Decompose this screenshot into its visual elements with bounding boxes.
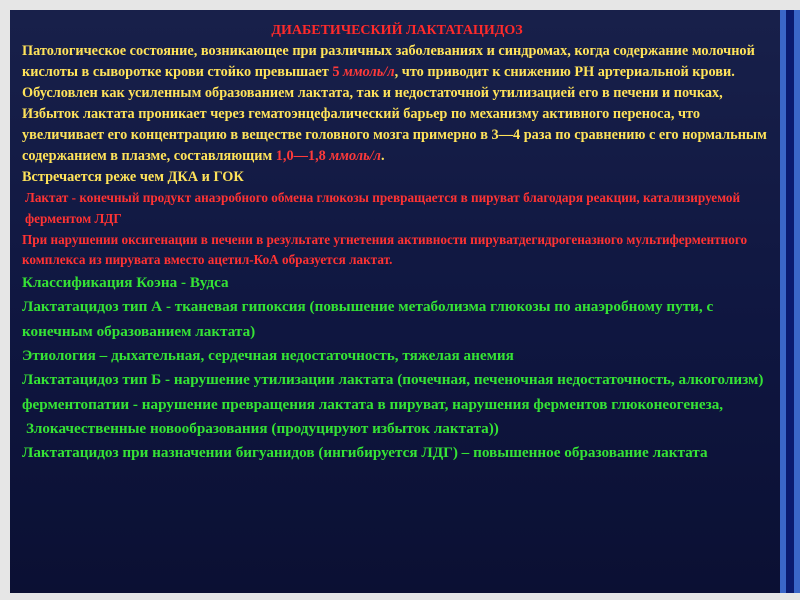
frequency-note: Встречается реже чем ДКА и ГОК	[22, 169, 244, 185]
lactate-threshold-unit: ммоль/л	[343, 64, 395, 80]
oxygenation-note: При нарушении оксигенации в печени в результате угнетения активности пируватдегидрогеназного мультиферментного комплекса из пирувата вместо ацетил-КоА образуется лактат.	[22, 231, 748, 268]
slide-title: ДИАБЕТИЧЕСКИЙ ЛАКТАТАЦИДОЗ	[271, 23, 523, 38]
classification-heading: Классификация Коэна - Вудса	[22, 274, 229, 292]
intro-text-3: .	[380, 148, 385, 164]
type-b-line: Лактатацидоз тип Б - нарушение утилизации лактата (почечная, печеночная недостаточность, алкоголизм) ферментопатии - нарушение превращения лактата в пируват, нарушения ферментов глюконеогенеза,	[22, 371, 764, 413]
biguanide-line: Лактатацидоз при назначении бигуанидов (ингибируется ЛДГ) – повышенное образование лактата	[22, 444, 708, 462]
intro-text-1: Патологическое состояние, возникающее при различных заболеваниях и синдромах, когда содержание молочной кислоты в сыворотке крови стойко превышает	[22, 43, 755, 80]
lactate-threshold-value: 5	[332, 64, 344, 80]
slide-content	[22, 22, 772, 466]
type-a-line: Лактатацидоз тип А - тканевая гипоксия (повышение метаболизма глюкозы по анаэробному пути, с конечным образованием лактата)	[22, 298, 714, 340]
lactate-definition: Лактат - конечный продукт анаэробного обмена глюкозы превращается в пируват благодаря реакции, катализируемой ферментом ЛДГ	[25, 190, 741, 226]
neoplasm-line: Злокачественные новообразования (продуцируют избыток лактата))	[26, 419, 499, 437]
intro-paragraph	[22, 41, 772, 167]
normal-range-value: 1,0—1,8	[275, 148, 330, 164]
normal-range-unit: ммоль/л	[329, 148, 381, 164]
intro-text-2: , что приводит к снижению PH артериальной крови. Обусловлен как усиленным образованием лактата, так и недостаточной утилизацией его в печени и почках, Избыток лактата проникает через гематоэнцефалический барьер по механизму активного переноса, что увеличивает его концентрацию в веществе головного мозга примерно в 3—4 раза по сравнению с его нормальным содержанием в плазме, составляющим	[22, 64, 767, 164]
right-border-inner	[786, 10, 794, 593]
etiology-line: Этиология – дыхательная, сердечная недостаточность, тяжелая анемия	[22, 347, 514, 365]
